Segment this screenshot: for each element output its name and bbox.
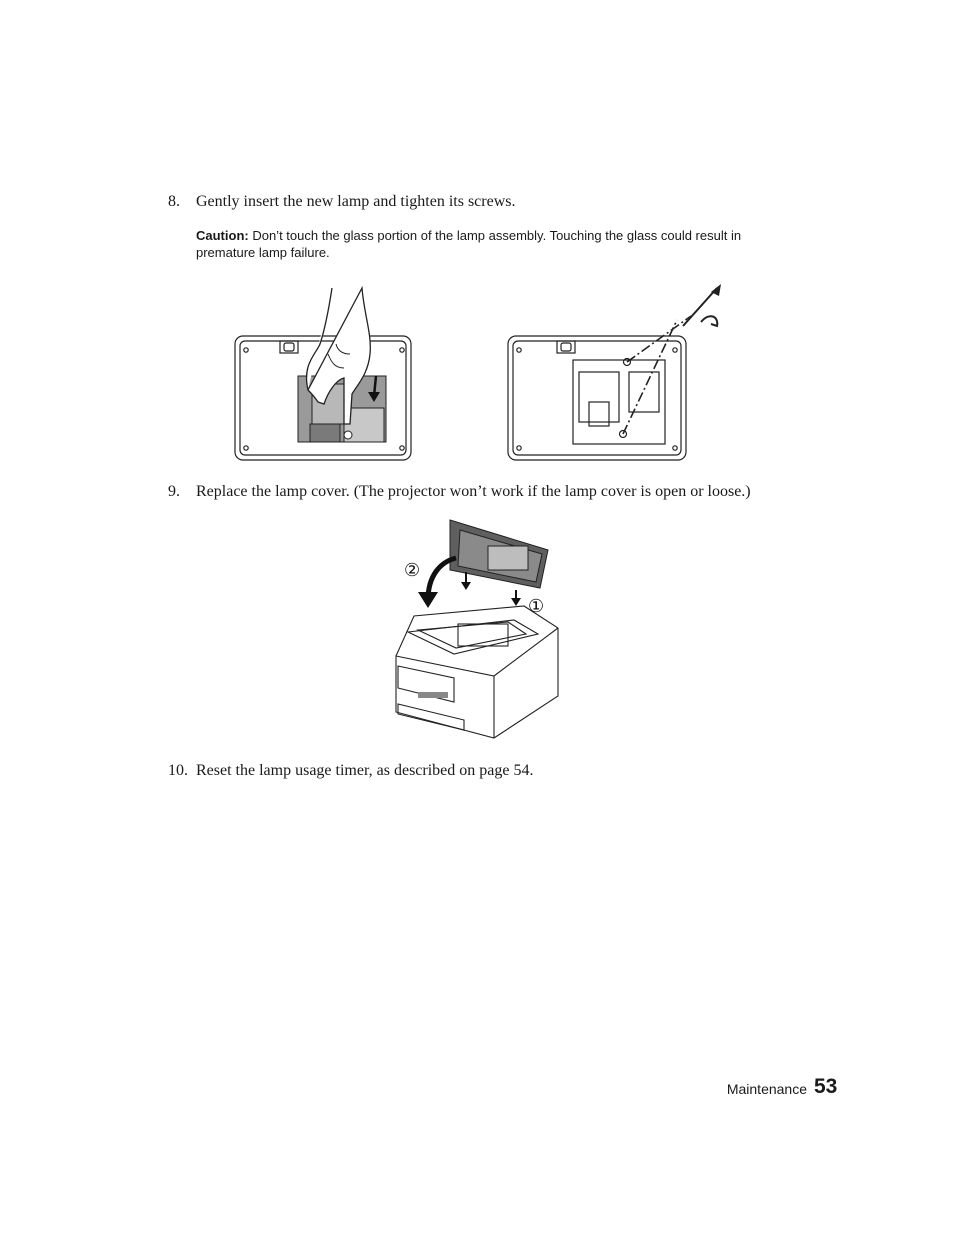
- step-9: [168, 482, 751, 502]
- step-number: 8.: [168, 193, 180, 210]
- lamp-cover-illustration: [394, 516, 560, 742]
- step-text: Replace the lamp cover. (The projector won’t work if the lamp cover is open or loose.): [196, 483, 751, 500]
- step-10: [168, 761, 533, 781]
- step-text: Reset the lamp usage timer, as described on page 54.: [196, 762, 534, 779]
- step-8: [168, 192, 515, 212]
- caution-note: [196, 227, 786, 261]
- step-2-callout: ②: [404, 560, 421, 581]
- step-number: 9.: [168, 483, 180, 500]
- caution-text: Don’t touch the glass portion of the lamp assembly. Touching the glass could result in premature lamp failure.: [196, 228, 742, 260]
- step-number: 10.: [168, 762, 188, 779]
- caution-label: Caution:: [196, 228, 249, 243]
- page-number: 53: [814, 1075, 838, 1098]
- lamp-screws-illustration: [505, 282, 727, 464]
- lamp-insert-illustration: [232, 284, 414, 464]
- section-name: Maintenance: [726, 1081, 807, 1097]
- step-1-callout: ①: [528, 596, 545, 617]
- step-text: Gently insert the new lamp and tighten its screws.: [196, 193, 516, 210]
